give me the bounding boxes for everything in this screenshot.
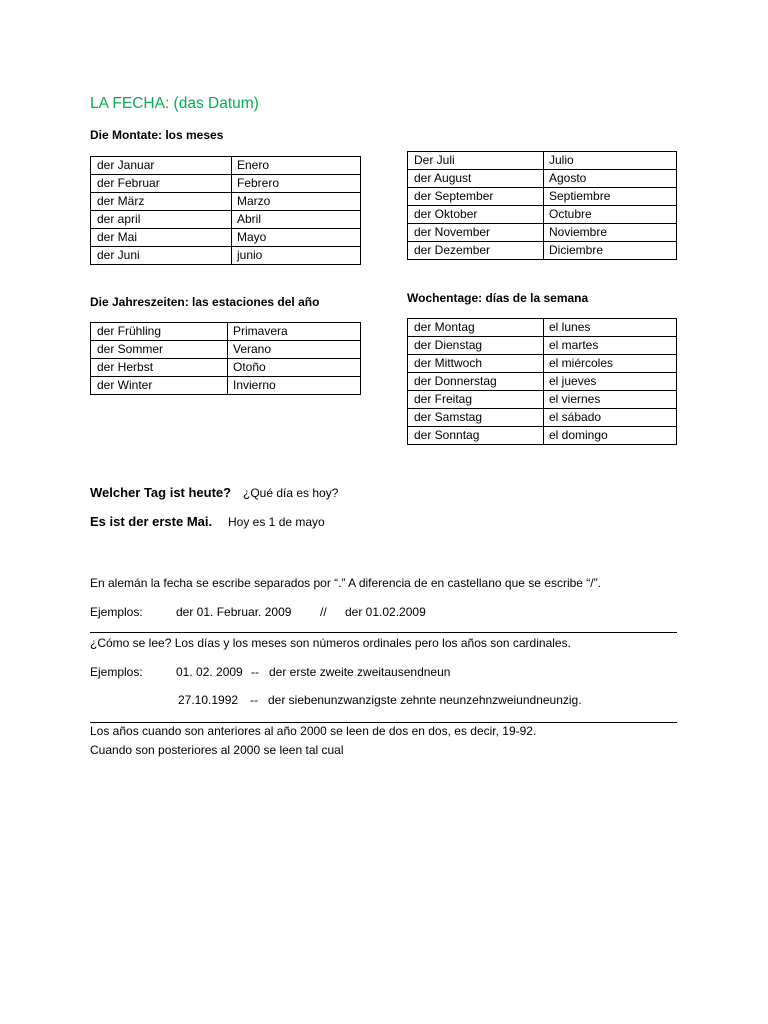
table-row xyxy=(91,157,360,175)
german-cell: der Oktober xyxy=(408,206,544,223)
table-row xyxy=(408,319,676,337)
spanish-cell: el domingo xyxy=(549,428,608,442)
table-row xyxy=(91,229,360,247)
phrase-german: Welcher Tag ist heute? xyxy=(90,485,232,500)
german-cell: der Donnerstag xyxy=(408,373,544,390)
months-heading: Die Montate: los meses xyxy=(90,128,224,142)
table-row xyxy=(91,359,360,377)
examples-label: Ejemplos: xyxy=(90,605,143,619)
german-cell: der Mai xyxy=(91,229,232,246)
german-cell: der Frühling xyxy=(91,323,228,340)
table-row xyxy=(91,323,360,341)
years-note-before-2000: Los años cuando son anteriores al año 2000 se leen de dos en dos, es decir, 19-92. xyxy=(90,724,537,738)
spanish-cell: Verano xyxy=(233,342,272,356)
table-row xyxy=(91,377,360,395)
spanish-cell: Marzo xyxy=(237,194,271,208)
seasons-table xyxy=(90,322,361,395)
reading-note: ¿Cómo se lee? Los días y los meses son números ordinales pero los años son cardinales. xyxy=(90,636,571,650)
spanish-cell: el miércoles xyxy=(549,356,614,370)
german-cell: der August xyxy=(408,170,544,187)
example-date: 01. 02. 2009 xyxy=(176,665,243,679)
page-title: LA FECHA: (das Datum) xyxy=(90,95,259,112)
table-row xyxy=(408,188,676,206)
months-table-january-june xyxy=(90,156,361,265)
example-short-date: der 01.02.2009 xyxy=(345,605,426,619)
example-date: 27.10.1992 xyxy=(178,693,239,707)
german-cell: Der Juli xyxy=(408,152,544,169)
german-cell: der November xyxy=(408,224,544,241)
spanish-cell: el viernes xyxy=(549,392,601,406)
spanish-cell: junio xyxy=(237,248,263,262)
table-row xyxy=(408,206,676,224)
spanish-cell: Abril xyxy=(237,212,262,226)
months-table-july-december xyxy=(407,151,677,260)
examples-label: Ejemplos: xyxy=(90,665,143,679)
table-row xyxy=(408,373,676,391)
german-cell: der Dezember xyxy=(408,242,544,259)
german-cell: der Mittwoch xyxy=(408,355,544,372)
years-note-after-2000: Cuando son posteriores al 2000 se leen tal cual xyxy=(90,743,344,757)
german-cell: der Sommer xyxy=(91,341,228,358)
german-cell: der Dienstag xyxy=(408,337,544,354)
german-cell: der Sonntag xyxy=(408,427,544,444)
spanish-cell: Agosto xyxy=(549,171,587,185)
german-cell: der März xyxy=(91,193,232,210)
table-row xyxy=(408,409,676,427)
table-row xyxy=(408,242,676,260)
phrase-spanish: Hoy es 1 de mayo xyxy=(228,515,325,529)
table-row xyxy=(91,247,360,265)
example-separator: // xyxy=(320,605,327,619)
spanish-cell: Mayo xyxy=(237,230,267,244)
spanish-cell: Noviembre xyxy=(549,225,608,239)
table-row xyxy=(408,337,676,355)
example-spoken: der erste zweite zweitausendneun xyxy=(269,665,451,679)
spanish-cell: el martes xyxy=(549,338,599,352)
date-format-note: En alemán la fecha se escribe separados por “.” A diferencia de en castellano que se escribe “/”. xyxy=(90,576,601,590)
german-cell: der Juni xyxy=(91,247,232,264)
german-cell: der Montag xyxy=(408,319,544,336)
table-row xyxy=(91,211,360,229)
spanish-cell: el lunes xyxy=(549,320,591,334)
german-cell: der Januar xyxy=(91,157,232,174)
spanish-cell: el sábado xyxy=(549,410,602,424)
german-cell: der Februar xyxy=(91,175,232,192)
table-row xyxy=(408,391,676,409)
spanish-cell: Septiembre xyxy=(549,189,611,203)
example-dash: -- xyxy=(251,665,259,679)
spanish-cell: Primavera xyxy=(233,324,288,338)
spanish-cell: Febrero xyxy=(237,176,280,190)
weekdays-table xyxy=(407,318,677,445)
spanish-cell: Otoño xyxy=(233,360,266,374)
table-row xyxy=(408,152,676,170)
divider xyxy=(90,632,677,633)
seasons-heading: Die Jahreszeiten: las estaciones del año xyxy=(90,295,320,309)
german-cell: der Samstag xyxy=(408,409,544,426)
german-cell: der Herbst xyxy=(91,359,228,376)
table-row xyxy=(408,170,676,188)
table-row xyxy=(408,427,676,445)
german-cell: der Freitag xyxy=(408,391,544,408)
table-row xyxy=(408,355,676,373)
example-dash: -- xyxy=(250,693,258,707)
table-row xyxy=(91,193,360,211)
spanish-cell: Invierno xyxy=(233,378,276,392)
spanish-cell: Octubre xyxy=(549,207,592,221)
phrase-german: Es ist der erste Mai. xyxy=(90,514,213,529)
spanish-cell: Enero xyxy=(237,158,270,172)
german-cell: der Winter xyxy=(91,377,228,394)
spanish-cell: Diciembre xyxy=(549,243,604,257)
example-spoken: der siebenunzwanzigste zehnte neunzehnzweiundneunzig. xyxy=(268,693,582,707)
weekdays-heading: Wochentage: días de la semana xyxy=(407,291,589,305)
german-cell: der September xyxy=(408,188,544,205)
german-cell: der april xyxy=(91,211,232,228)
spanish-cell: el jueves xyxy=(549,374,597,388)
spanish-cell: Julio xyxy=(549,153,574,167)
table-row xyxy=(91,175,360,193)
table-row xyxy=(408,224,676,242)
example-long-date: der 01. Februar. 2009 xyxy=(176,605,292,619)
phrase-spanish: ¿Qué día es hoy? xyxy=(243,486,339,500)
table-row xyxy=(91,341,360,359)
